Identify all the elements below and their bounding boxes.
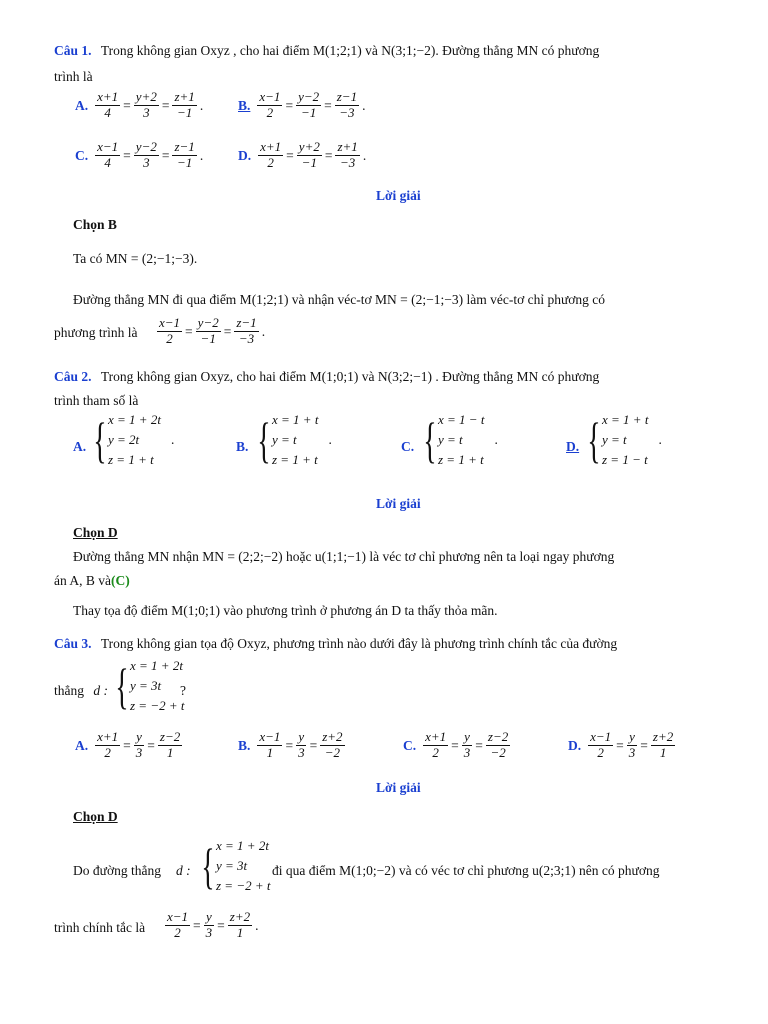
q3-solution-system bbox=[196, 836, 271, 896]
brace-icon: { bbox=[423, 412, 437, 469]
system-line: y = 2t bbox=[108, 432, 140, 448]
option-letter: C. bbox=[403, 737, 417, 753]
numerator: x−1 bbox=[259, 729, 281, 744]
q1-label: Câu 1. bbox=[54, 43, 92, 58]
system-line: z = 1 + t bbox=[438, 452, 484, 468]
equals-sign: = bbox=[324, 97, 332, 113]
brace-icon: { bbox=[587, 412, 601, 469]
denominator: −2 bbox=[324, 744, 340, 760]
equals-sign: = bbox=[286, 147, 294, 163]
option-letter: A. bbox=[75, 737, 89, 753]
system-line: y = 3t bbox=[216, 858, 248, 874]
denominator: 1 bbox=[266, 744, 274, 760]
q3-final-equation bbox=[164, 910, 261, 941]
equals-sign: = bbox=[185, 323, 193, 339]
q1-choose: Chọn B bbox=[73, 217, 117, 232]
fraction bbox=[134, 140, 159, 171]
period: . bbox=[261, 323, 266, 339]
numerator: z+2 bbox=[652, 729, 674, 744]
q2-option-c-system[interactable] bbox=[418, 410, 498, 470]
denominator: 2 bbox=[174, 924, 181, 940]
fraction bbox=[95, 90, 120, 121]
q2-option-b-system[interactable] bbox=[252, 410, 332, 470]
denominator: 2 bbox=[267, 154, 274, 170]
denominator: 3 bbox=[463, 744, 471, 760]
period: . bbox=[494, 432, 498, 448]
equals-sign: = bbox=[123, 147, 131, 163]
denominator: −1 bbox=[300, 104, 317, 120]
numerator: x+1 bbox=[97, 729, 119, 744]
period: . bbox=[658, 432, 662, 448]
numerator: y−2 bbox=[197, 315, 219, 330]
q2-option-d-system[interactable] bbox=[582, 410, 662, 470]
fraction bbox=[172, 140, 196, 171]
period: . bbox=[328, 432, 332, 448]
system-line: y = t bbox=[272, 432, 297, 448]
equals-sign: = bbox=[193, 917, 201, 933]
equals-sign: = bbox=[475, 737, 483, 753]
q1-final-equation bbox=[156, 316, 267, 347]
equals-sign: = bbox=[285, 737, 294, 753]
fraction bbox=[297, 140, 322, 171]
denominator: −3 bbox=[340, 154, 356, 170]
numerator: y+2 bbox=[298, 139, 320, 154]
fraction bbox=[228, 910, 252, 941]
equals-sign: = bbox=[161, 147, 170, 163]
q2-solution-title: Lời giải bbox=[376, 496, 421, 511]
fraction bbox=[335, 90, 359, 121]
denominator: 3 bbox=[135, 744, 143, 760]
denominator: 3 bbox=[143, 154, 150, 170]
system-line: x = 1 + t bbox=[272, 412, 319, 427]
q1-option-d[interactable] bbox=[236, 140, 368, 171]
q1-line2a: Đường thẳng MN đi qua điểm M(1;2;1) và nhận véc-tơ MN = (2;−1;−3) làm véc-tơ chỉ phương có bbox=[73, 292, 606, 307]
period: . bbox=[362, 97, 366, 113]
q3-solution-title: Lời giải bbox=[376, 780, 421, 795]
fraction bbox=[134, 730, 145, 761]
system-line: x = 1 + 2t bbox=[108, 412, 161, 427]
system-line: z = 1 − t bbox=[602, 452, 648, 468]
fraction bbox=[588, 730, 613, 761]
q3-label: Câu 3. bbox=[54, 636, 92, 651]
fraction bbox=[158, 730, 182, 761]
q3-choose: Chọn D bbox=[73, 809, 118, 824]
system-line: y = 3t bbox=[130, 678, 162, 694]
equals-sign: = bbox=[123, 737, 131, 753]
system-line: y = t bbox=[602, 432, 627, 448]
option-letter: B. bbox=[238, 97, 251, 113]
q3-option-a[interactable] bbox=[73, 730, 183, 761]
q3-line1a: Do đường thẳng bbox=[73, 863, 161, 878]
fraction bbox=[335, 140, 359, 171]
numerator: x−1 bbox=[259, 89, 281, 104]
numerator: y bbox=[206, 909, 212, 924]
system-line: x = 1 + 2t bbox=[216, 838, 269, 853]
denominator: 4 bbox=[104, 154, 111, 170]
fraction bbox=[486, 730, 510, 761]
q1-solution-title: Lời giải bbox=[376, 188, 421, 203]
equals-sign: = bbox=[223, 323, 232, 339]
fraction bbox=[296, 90, 321, 121]
fraction bbox=[165, 910, 190, 941]
equals-sign: = bbox=[324, 147, 333, 163]
denominator: 3 bbox=[205, 924, 213, 940]
option-letter: D. bbox=[238, 147, 252, 163]
q2-option-a-system[interactable] bbox=[88, 410, 174, 470]
option-letter: A. bbox=[75, 97, 89, 113]
denominator: 3 bbox=[628, 744, 636, 760]
denominator: 1 bbox=[659, 744, 667, 760]
q3-text: Trong không gian tọa độ Oxyz, phương trình nào dưới đây là phương trình chính tắc của đường bbox=[100, 636, 618, 651]
denominator: −1 bbox=[177, 154, 193, 170]
numerator: z−2 bbox=[487, 729, 509, 744]
period: . bbox=[255, 917, 259, 933]
equals-sign: = bbox=[217, 917, 225, 933]
q3-question-mark: ? bbox=[180, 683, 186, 698]
option-letter: D. bbox=[568, 737, 582, 753]
denominator: 1 bbox=[236, 924, 244, 940]
fraction bbox=[204, 910, 215, 941]
system-line: x = 1 + t bbox=[602, 412, 649, 427]
system-line: y = t bbox=[438, 432, 463, 448]
q3-option-c[interactable] bbox=[401, 730, 511, 761]
system-line: z = 1 + t bbox=[272, 452, 318, 468]
q3-d-label: d : bbox=[93, 683, 108, 698]
denominator: −1 bbox=[301, 154, 317, 170]
fraction bbox=[234, 316, 258, 347]
system-line: x = 1 − t bbox=[438, 412, 485, 427]
fraction bbox=[296, 730, 307, 761]
equals-sign: = bbox=[451, 737, 459, 753]
denominator: 4 bbox=[104, 104, 111, 120]
denominator: 3 bbox=[298, 744, 305, 760]
period: . bbox=[199, 97, 204, 113]
q2-line3: Thay tọa độ điểm M(1;0;1) vào phương trình ở phương án D ta thấy thỏa mãn. bbox=[73, 603, 498, 618]
q2-label: Câu 2. bbox=[54, 369, 92, 384]
q3-text2 bbox=[54, 684, 108, 698]
q1-line2b: phương trình là bbox=[54, 325, 138, 340]
numerator: x−1 bbox=[590, 729, 612, 744]
fraction bbox=[134, 90, 159, 121]
equals-sign: = bbox=[123, 97, 131, 113]
fraction bbox=[196, 316, 221, 347]
numerator: z+1 bbox=[174, 89, 195, 104]
fraction bbox=[423, 730, 448, 761]
numerator: y−2 bbox=[298, 89, 320, 104]
q2-option-c-letter[interactable]: C. bbox=[401, 439, 415, 454]
denominator: 3 bbox=[143, 104, 150, 120]
fraction bbox=[157, 316, 182, 347]
numerator: x−1 bbox=[97, 139, 119, 154]
q3-header bbox=[54, 637, 617, 651]
brace-icon: { bbox=[201, 838, 215, 895]
denominator: −3 bbox=[238, 330, 255, 346]
q2-header bbox=[54, 370, 599, 384]
q1-option-c[interactable] bbox=[73, 140, 205, 171]
numerator: z+2 bbox=[322, 729, 343, 744]
numerator: x−1 bbox=[159, 315, 181, 330]
q2-option-b-letter[interactable]: B. bbox=[236, 439, 249, 454]
equals-sign: = bbox=[161, 97, 170, 113]
numerator: z−1 bbox=[236, 315, 257, 330]
q3-line1b: đi qua điểm M(1;0;−2) và có véc tơ chỉ phương u(2;3;1) nên có phương bbox=[272, 863, 660, 878]
q1-option-a[interactable] bbox=[73, 90, 205, 121]
q2-line2 bbox=[54, 574, 130, 588]
q2-option-d-letter[interactable]: D. bbox=[566, 439, 580, 454]
numerator: x+1 bbox=[425, 729, 447, 744]
period: . bbox=[199, 147, 204, 163]
equals-sign: = bbox=[309, 737, 318, 753]
denominator: 2 bbox=[104, 744, 111, 760]
period: . bbox=[362, 147, 367, 163]
period: . bbox=[170, 432, 175, 448]
fraction bbox=[627, 730, 638, 761]
system-line: x = 1 + 2t bbox=[130, 658, 183, 673]
numerator: z−1 bbox=[336, 89, 358, 104]
fraction bbox=[95, 730, 120, 761]
fraction bbox=[95, 140, 120, 171]
denominator: −1 bbox=[200, 330, 216, 346]
q2-option-a-letter[interactable]: A. bbox=[73, 439, 87, 454]
numerator: z−2 bbox=[159, 729, 181, 744]
q2-line2-c: (C) bbox=[111, 573, 130, 588]
q2-text: Trong không gian Oxyz, cho hai điểm M(1;0;1) và N(3;2;−1) . Đường thẳng MN có phương bbox=[100, 369, 600, 384]
brace-icon: { bbox=[115, 658, 129, 715]
q1-text: Trong không gian Oxyz , cho hai điểm M(1;2;1) và N(3;1;−2). Đường thẳng MN có phương bbox=[100, 43, 600, 58]
q3-option-b[interactable] bbox=[236, 730, 346, 761]
equals-sign: = bbox=[147, 737, 155, 753]
q2-text2: trình tham số là bbox=[54, 393, 139, 408]
denominator: 2 bbox=[597, 744, 604, 760]
fraction bbox=[257, 90, 282, 121]
q1-header bbox=[54, 44, 599, 58]
numerator: y bbox=[629, 729, 635, 744]
q3-line2: trình chính tắc là bbox=[54, 920, 146, 935]
q3-option-d[interactable] bbox=[566, 730, 676, 761]
fraction bbox=[257, 730, 282, 761]
denominator: −1 bbox=[177, 104, 193, 120]
q2-line1: Đường thẳng MN nhận MN = (2;2;−2) hoặc u(1;1;−1) là véc tơ chỉ phương nên ta loại ngay phương bbox=[73, 549, 615, 564]
numerator: z+1 bbox=[337, 139, 358, 154]
system-line: z = 1 + t bbox=[108, 452, 154, 468]
equals-sign: = bbox=[616, 737, 624, 753]
q3-line-system bbox=[110, 656, 185, 716]
brace-icon: { bbox=[257, 412, 271, 469]
system-line: z = −2 + t bbox=[216, 878, 271, 894]
numerator: y−2 bbox=[135, 139, 157, 154]
q3-line1-d: d : bbox=[176, 863, 191, 878]
system-line: z = −2 + t bbox=[130, 698, 185, 714]
brace-icon: { bbox=[93, 412, 107, 469]
numerator: x−1 bbox=[167, 909, 189, 924]
numerator: z−1 bbox=[174, 139, 195, 154]
numerator: y bbox=[464, 729, 470, 744]
denominator: 1 bbox=[166, 744, 174, 760]
numerator: x+1 bbox=[97, 89, 119, 104]
denominator: −2 bbox=[490, 744, 506, 760]
fraction bbox=[320, 730, 344, 761]
numerator: y+2 bbox=[135, 89, 157, 104]
q1-option-b[interactable] bbox=[236, 90, 367, 121]
q3-thang: thẳng bbox=[54, 683, 84, 698]
numerator: x+1 bbox=[260, 139, 282, 154]
denominator: 2 bbox=[166, 330, 173, 346]
q2-choose: Chọn D bbox=[73, 525, 118, 540]
denominator: 2 bbox=[432, 744, 439, 760]
fraction bbox=[462, 730, 473, 761]
equals-sign: = bbox=[285, 97, 294, 113]
numerator: z+2 bbox=[229, 909, 251, 924]
option-letter: C. bbox=[75, 147, 89, 163]
numerator: y bbox=[136, 729, 142, 744]
q2-line2-text: án A, B và bbox=[54, 573, 111, 588]
option-letter: B. bbox=[238, 737, 251, 753]
q1-line1: Ta có MN = (2;−1;−3). bbox=[73, 251, 198, 266]
fraction bbox=[651, 730, 675, 761]
fraction bbox=[258, 140, 283, 171]
numerator: y bbox=[298, 729, 305, 744]
denominator: 2 bbox=[266, 104, 274, 120]
q1-text2: trình là bbox=[54, 69, 93, 84]
denominator: −3 bbox=[339, 104, 355, 120]
fraction bbox=[172, 90, 196, 121]
equals-sign: = bbox=[640, 737, 648, 753]
